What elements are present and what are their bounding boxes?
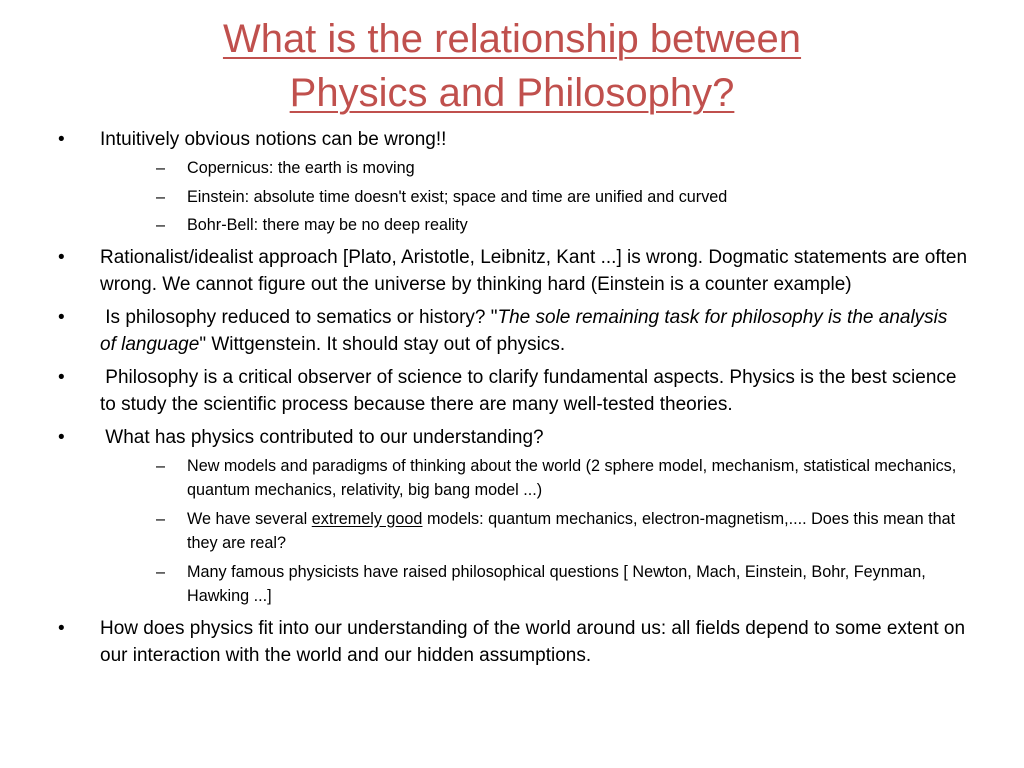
bullet-marker: • (58, 426, 65, 448)
sub-bullet-text: Bohr-Bell: there may be no deep reality (187, 216, 468, 234)
bullet-item (58, 615, 968, 669)
bullet-item (58, 126, 968, 238)
bullet-item (58, 424, 968, 609)
sub-bullet-marker: – (156, 187, 166, 206)
sub-bullet-item (100, 156, 968, 181)
bullet-marker: • (58, 129, 65, 150)
wittgenstein-quote: The sole remaining task for philosophy is the analysis of language (100, 306, 948, 355)
sub-bullet-list (100, 454, 968, 609)
bullet-text: Philosophy is a critical observer of science to clarify fundamental aspects. Physics is the best science to study the scientific process because there are many well-tested theories. (100, 366, 962, 415)
sub-bullet-item (100, 560, 968, 609)
sub-bullet-item (100, 454, 968, 503)
bullet-marker: • (58, 306, 65, 328)
sub-bullet-marker: – (156, 509, 166, 528)
title-line-1: What is the relationship between (222, 17, 802, 61)
bullet-item (58, 244, 968, 298)
sub-bullet-list (100, 156, 968, 238)
bullet-item (58, 304, 968, 358)
bullet-text: How does physics fit into our understanding of the world around us: all fields depend to some extent on our interaction with the world and our hidden assumptions. (100, 617, 966, 666)
sub-bullet-marker: – (156, 562, 166, 581)
sub-bullet-text: Einstein: absolute time doesn't exist; space and time are unified and curved (187, 187, 728, 206)
slide-title (0, 12, 1024, 120)
sub-bullet-text: New models and paradigms of thinking about the world (2 sphere model, mechanism, statistical mechanics, quantum mechanics, relativity, big bang model ...) (187, 456, 957, 499)
sub-bullet-text: Copernicus: the earth is moving (187, 159, 415, 177)
bullet-text: What has physics contributed to our understanding? (100, 426, 544, 448)
sub-bullet-marker: – (156, 456, 166, 475)
emphasis-underlined: extremely good (311, 509, 423, 528)
bullet-marker: • (58, 246, 65, 268)
sub-bullet-marker: – (156, 159, 166, 177)
bullet-item (58, 364, 968, 418)
sub-bullet-item (100, 507, 968, 556)
sub-bullet-text-pre: We have several (187, 509, 312, 528)
bullet-text-post: " Wittgenstein. It should stay out of physics. (199, 333, 566, 355)
sub-bullet-marker: – (156, 216, 166, 234)
bullet-text-pre: Is philosophy reduced to sematics or history? " (100, 306, 498, 328)
sub-bullet-item (100, 185, 968, 210)
bullet-marker: • (58, 617, 65, 639)
bullet-marker: • (58, 366, 65, 388)
sub-bullet-text-post: models: quantum mechanics, electron-magnetism,.... Does this mean that they are real? (187, 509, 956, 552)
sub-bullet-text: Many famous physicists have raised philosophical questions [ Newton, Mach, Einstein, Bohr, Feynman, Hawking ...] (187, 562, 926, 605)
title-line-2: Physics and Philosophy? (289, 71, 735, 115)
bullet-list (58, 126, 968, 675)
bullet-text: Intuitively obvious notions can be wrong!! (100, 129, 447, 150)
bullet-text: Rationalist/idealist approach [Plato, Aristotle, Leibnitz, Kant ...] is wrong. Dogmatic statements are often wrong. We cannot figure out the universe by thinking hard (Einstein is a counter example) (100, 246, 968, 295)
sub-bullet-item (100, 213, 968, 238)
